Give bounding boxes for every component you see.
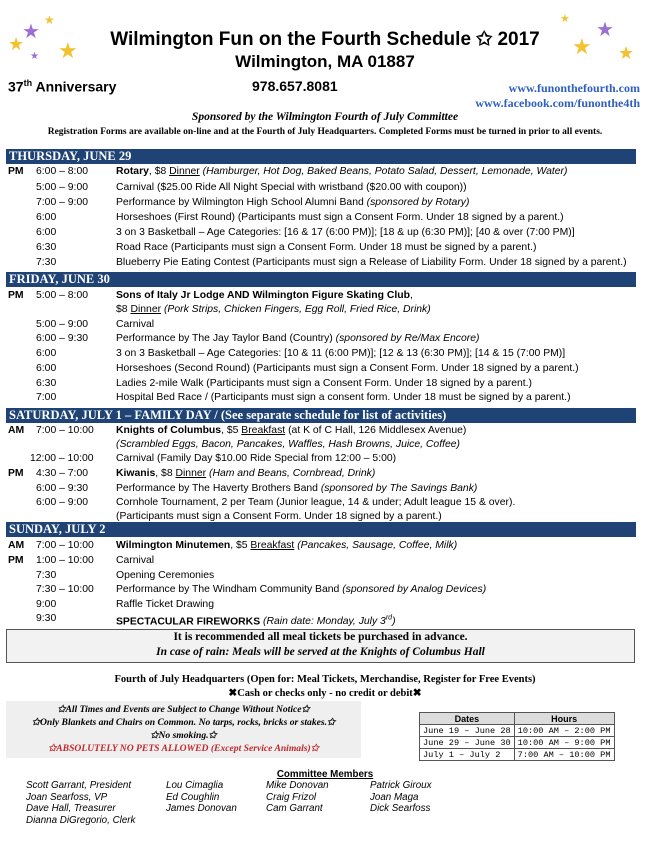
star-icon: ★ xyxy=(30,51,39,62)
location: Wilmington, MA 01887 xyxy=(235,52,415,71)
star-icon: ★ xyxy=(596,19,614,41)
day-header-thursday: THURSDAY, JUNE 29 xyxy=(6,149,636,164)
table-row: June 29 – June 30 10:00 AM – 9:00 PM xyxy=(420,737,615,749)
sponsor-line: Sponsored by the Wilmington Fourth of July Committee xyxy=(191,111,459,123)
meal-ticket-notice: It is recommended all meal tickets be purchased in advance. In case of rain: Meals will be served at the Knights of Columbus Hall xyxy=(6,629,635,663)
day-header-friday: FRIDAY, JUNE 30 xyxy=(6,272,636,287)
day-header-sunday: SUNDAY, JULY 2 xyxy=(6,522,636,537)
committee-column: Lou Cimaglia Ed Coughlin James Donovan xyxy=(166,780,237,814)
committee-column: Mike Donovan Craig Frizol Cam Garrant xyxy=(266,780,329,814)
website-link[interactable]: www.funonthefourth.com xyxy=(508,81,640,95)
star-icon: ★ xyxy=(8,34,25,54)
event-row: AM 7:00 – 10:00 Knights of Columbus, $5 Breakfast (at K of C Hall, 126 Middlesex Avenue) (Scrambled Eggs, Bacon, Pancakes, Waffles, Hash Browns, Juice, Coffee) xyxy=(8,425,467,450)
committee-title: Committee Members xyxy=(276,769,374,780)
registration-note: Registration Forms are available on-line and at the Fourth of July Headquarters. Completed Forms must be turned in prior to all events. xyxy=(47,127,603,137)
star-icon: ★ xyxy=(22,21,40,43)
event-row: PM 5:00 – 8:00 Sons of Italy Jr Lodge AND Wilmington Figure Skating Club, $8 Dinner (Pork Strips, Chicken Fingers, Egg Roll, Fried Rice, Drink) xyxy=(8,290,431,315)
event-row: 6:00 – 9:00 Cornhole Tournament, 2 per Team (Junior league, 14 & under; Adult league 15 & over). (Participants must sign a Consent Form. Under 18 signed by a parent.) xyxy=(36,497,516,522)
star-icon: ★ xyxy=(58,38,78,63)
facebook-link[interactable]: www.facebook.com/funonthe4th xyxy=(475,96,640,110)
star-icon: ★ xyxy=(618,43,635,63)
star-icon: ★ xyxy=(572,34,592,59)
phone-number: 978.657.8081 xyxy=(252,78,338,94)
committee-column: Scott Garrant, President Joan Searfoss, VP Dave Hall, Treasurer Dianna DiGregorio, Clerk xyxy=(26,780,136,826)
star-icon: ★ xyxy=(560,13,570,25)
table-header: Hours xyxy=(514,713,614,725)
headquarters-info: Fourth of July Headquarters (Open for: Meal Tickets, Merchandise, Register for Free Events) ✖Cash or checks only - no credit or debit✖ xyxy=(114,674,536,699)
table-row: June 19 – June 28 10:00 AM – 2:00 PM xyxy=(420,725,615,737)
anniversary: 37th Anniversary xyxy=(8,78,117,95)
page-title: Wilmington Fun on the Fourth Schedule ✩ 2017 xyxy=(110,29,540,50)
rules-notice: ✩All Times and Events are Subject to Change Without Notice✩ ✩Only Blankets and Chairs on Common. No tarps, rocks, bricks or stakes.✩ ✩No smoking.✩ ✩ABSOLUTELY NO PETS ALLOWED (Except Service Animals)✩ xyxy=(6,701,361,758)
table-header: Dates xyxy=(420,713,515,725)
star-icon: ★ xyxy=(44,13,55,27)
committee-column: Patrick Giroux Joan Maga Dick Searfoss xyxy=(370,780,432,814)
table-row: July 1 – July 2 7:00 AM – 10:00 PM xyxy=(420,749,615,761)
day-header-saturday: SATURDAY, JULY 1 – FAMILY DAY / (See separate schedule for list of activities) xyxy=(6,408,636,423)
headquarters-hours-table xyxy=(419,712,615,761)
